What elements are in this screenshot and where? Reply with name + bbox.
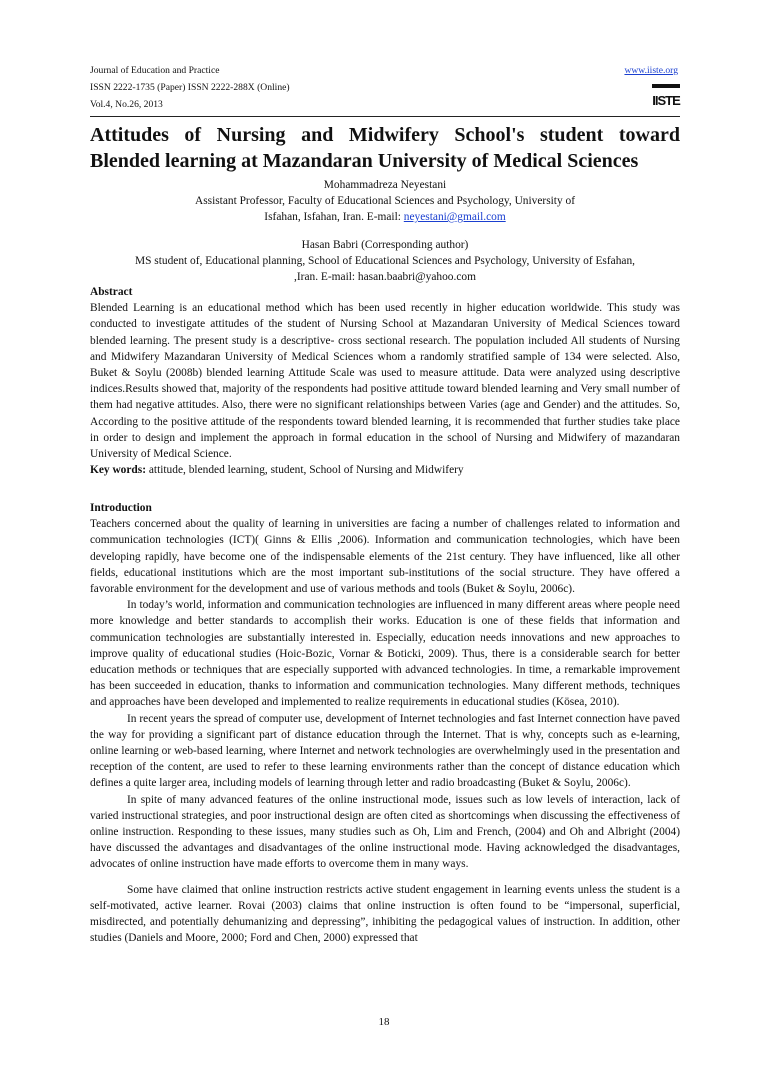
author-1-affiliation-line-1: Assistant Professor, Faculty of Educational Sciences and Psychology, University of xyxy=(194,195,575,207)
author-2-affiliation-line-2: ,Iran. E-mail: hasan.baabri@yahoo.com xyxy=(294,271,476,283)
abstract-heading: Abstract xyxy=(90,286,133,298)
keywords-label: Key words: xyxy=(90,464,146,477)
author-1-email-link[interactable]: neyestani@gmail.com xyxy=(403,211,506,223)
journal-url-link[interactable]: www.iiste.org xyxy=(624,65,678,76)
paper-title-line-2: Blended learning at Mazandaran University of Medical Sciences xyxy=(90,150,639,172)
author-1-affiliation-text: Isfahan, Isfahan, Iran. E-mail: xyxy=(264,211,401,223)
page-number: 18 xyxy=(378,1016,390,1028)
journal-name: Journal of Education and Practice xyxy=(90,65,220,76)
author-block-1 xyxy=(90,177,680,225)
abstract-text: Blended Learning is an educational method which has been used recently in higher education worldwide. This study was conducted to investigate attitudes of the student of Nursing School at Mazandaran University of Medical Sciences toward blended learning. The present study is a descriptive- cross sectional research. The population included All students of Nursing and Midwifery Mazandaran University of Medical Sciences whom a randomly stratified sample of 134 were selected. Also, Buket & Soylu (2008b) blended learning Attitude Scale was used to measure attitude. Data were analyzed using descriptive indices.Results showed that, majority of the respondents had positive attitude toward blended learning and Very small number of them had negative attitudes. Also, there were no significant relationships between Varies (age and Gender) and the attitudes. So, According to the positive attitude of the respondents toward blended learning, it is recommended that further studies take place in order to design and implement the approach in formal education in the school of Nursing and Midwifery of mazandaran University of Medical Science. xyxy=(90,302,680,461)
author-1-affiliation-line-2 xyxy=(90,209,680,225)
author-2-name: Hasan Babri (Corresponding author) xyxy=(301,239,469,251)
author-block-2 xyxy=(90,237,680,285)
introduction-paragraph-5: Some have claimed that online instruction restricts active student engagement in learning events unless the student is a self-motivated, active learner. Rovai (2003) claims that online instruction is often found to be “impersonal, superficial, misdirected, and potentially dehumanizing and depressing”, inhibiting the pedagogical values of instruction. In addition, other studies (Daniels and Moore, 2000; Ford and Chen, 2000) expressed that xyxy=(90,883,680,945)
introduction-heading: Introduction xyxy=(90,502,152,514)
iiste-logo xyxy=(652,84,680,114)
abstract-section xyxy=(90,284,680,478)
introduction-paragraph-2: In today’s world, information and communication technologies are influenced in many different areas where people need more knowledge and better standards to accomplish their works. Education is one of these fields that information and communication technologies are substantially interested in. Especially, education needs innovations and new approaches to improve quality of educational studies (Hoic-Bozic, Vornar & Boticki, 2009). Thus, there is a considerable search for better education methods or techniques that are especially supported with advanced technologies. In time, a remarkable improvement has been succeeded in education, thanks to information and communication technologies. Many different methods, techniques and approaches have been developed and implemented to realize requirements in educational studies (Kösea, 2010). xyxy=(90,599,680,709)
introduction-section xyxy=(90,500,680,946)
keywords-line xyxy=(90,462,680,478)
journal-volume: Vol.4, No.26, 2013 xyxy=(90,99,163,110)
journal-issn: ISSN 2222-1735 (Paper) ISSN 2222-288X (Online) xyxy=(90,82,290,93)
header-divider xyxy=(90,116,680,117)
introduction-paragraph-3: In recent years the spread of computer use, development of Internet technologies and fast Internet connection have paved the way for providing a significant part of distance education through the Internet. That is why, concepts such as e-learning, online learning or web-based learning, where Internet and network technologies are overwhelmingly used in the presentation and reception of the content, are used to refer to these learning environments rather than the concept of distance education which defines a quite larger area, including models of learning through letter and radio broadcasting (Buket & Soylu, 2006c). xyxy=(90,712,680,790)
author-1-name: Mohammadreza Neyestani xyxy=(323,179,447,191)
introduction-paragraph-1: Teachers concerned about the quality of learning in universities are facing a number of challenges related to information and communication technologies (ICT)( Ginns & Ellis ,2006). Information and communication technologies, which have been developing rapidly, have become one of the indispensable elements of the 21st century. They have influenced, like all other fields, educational institutions which are the most important sub-institutions of the social structure. They have offered a favorable environment for the development and use of various methods and tools (Buket & Soylu, 2006c). xyxy=(90,518,680,596)
paper-title xyxy=(90,122,680,174)
introduction-paragraph-4: In spite of many advanced features of the online instructional mode, issues such as low levels of interaction, lack of varied instructional strategies, and poor instructional design are often cited as shortcomings when discussing the effectiveness of online instruction. Responding to these issues, many studies such as Oh, Lim and French, (2004) and Oh and Albright (2004) have discussed the advantages and disadvantages of the online instructional mode. Having acknowledged the disadvantages, advocates of online instruction have made efforts to overcome them in many ways. xyxy=(90,793,680,871)
logo-bar xyxy=(652,84,680,88)
logo-text: IISTE xyxy=(652,93,680,108)
paper-title-line-1: Attitudes of Nursing and Midwifery School's student toward xyxy=(90,124,680,146)
keywords-text: attitude, blended learning, student, School of Nursing and Midwifery xyxy=(146,464,464,477)
journal-header xyxy=(90,62,680,114)
author-2-affiliation-line-1: MS student of, Educational planning, School of Educational Sciences and Psychology, University of Esfahan, xyxy=(134,255,636,267)
